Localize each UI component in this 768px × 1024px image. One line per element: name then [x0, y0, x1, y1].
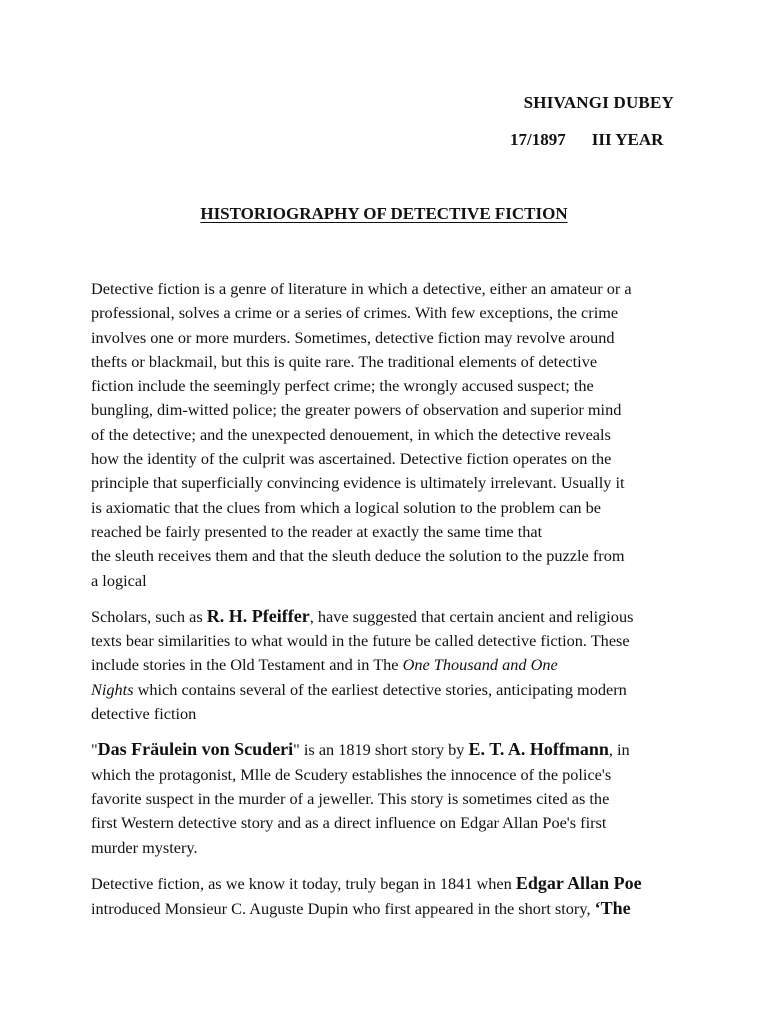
text-line: [91, 737, 681, 762]
paragraph-4: [91, 871, 681, 922]
text-line: first Western detective story and as a direct influence on Edgar Allan Poe's first: [91, 813, 607, 833]
document-body: [91, 277, 681, 932]
text-run: include stories in the Old Testament and in The: [91, 655, 403, 675]
text-run: , in: [608, 740, 630, 760]
text-line: of the detective; and the unexpected denouement, in which the detective reveals: [91, 424, 611, 444]
text-line: [91, 678, 681, 702]
paragraph-1: [91, 277, 681, 593]
text-run: Detective fiction, as we know it today, truly began in 1841 when: [91, 873, 516, 893]
text-line: bungling, dim-witted police; the greater powers of observation and superior mind: [91, 400, 622, 420]
story-title: ‘The: [594, 898, 631, 919]
scholar-name: R. H. Pfeiffer: [206, 605, 310, 626]
document-title: HISTORIOGRAPHY OF DETECTIVE FICTION: [200, 204, 568, 223]
text-line: [91, 653, 681, 677]
text-line: thefts or blackmail, but this is quite rare. The traditional elements of detective: [91, 351, 598, 371]
text-line: favorite suspect in the murder of a jeweller. This story is sometimes cited as the: [91, 788, 610, 808]
author-ref: Edgar Allan Poe: [515, 872, 642, 893]
author-ref: E. T. A. Hoffmann: [468, 739, 609, 760]
text-line: [91, 604, 681, 629]
text-line: detective fiction: [91, 704, 197, 724]
story-title: Das Fräulein von Scuderi: [97, 739, 294, 760]
text-line: Detective fiction is a genre of literature in which a detective, either an amateur or a: [91, 279, 632, 298]
text-run: Scholars, such as: [91, 606, 207, 626]
paragraph-2: [91, 604, 681, 726]
text-run: " is an 1819 short story by: [293, 740, 469, 760]
roll-number: 17/1897: [510, 130, 566, 149]
book-title: Nights: [91, 679, 134, 699]
text-run: ": [91, 740, 98, 760]
text-run: , have suggested that certain ancient and religious: [309, 606, 634, 626]
text-line: a logical: [91, 570, 147, 590]
text-line: [91, 896, 681, 921]
book-title: One Thousand and One: [402, 655, 558, 675]
text-line: [91, 871, 681, 896]
paragraph-3: [91, 737, 681, 859]
text-line: reached be fairly presented to the reader at exactly the same time that: [91, 521, 543, 541]
text-run: introduced Monsieur C. Auguste Dupin who first appeared in the short story,: [91, 899, 595, 919]
text-line: the sleuth receives them and that the sleuth deduce the solution to the puzzle from: [91, 546, 625, 566]
text-line: professional, solves a crime or a series of crimes. With few exceptions, the crime: [91, 303, 619, 323]
year-label: III YEAR: [591, 130, 664, 149]
text-line: fiction include the seemingly perfect crime; the wrongly accused suspect; the: [91, 376, 594, 396]
text-line: texts bear similarities to what would in the future be called detective fiction. These: [91, 631, 630, 651]
author-meta: [510, 130, 663, 150]
text-line: how the identity of the culprit was ascertained. Detective fiction operates on the: [91, 449, 612, 469]
text-line: which the protagonist, Mlle de Scudery establishes the innocence of the police's: [91, 764, 612, 784]
text-run: which contains several of the earliest detective stories, anticipating modern: [133, 679, 627, 699]
text-line: principle that superficially convincing evidence is ultimately irrelevant. Usually it: [91, 473, 625, 493]
text-line: murder mystery.: [91, 837, 198, 857]
text-line: involves one or more murders. Sometimes, detective fiction may revolve around: [91, 327, 615, 347]
author-name: SHIVANGI DUBEY: [523, 93, 674, 112]
text-line: is axiomatic that the clues from which a logical solution to the problem can be: [91, 497, 602, 517]
